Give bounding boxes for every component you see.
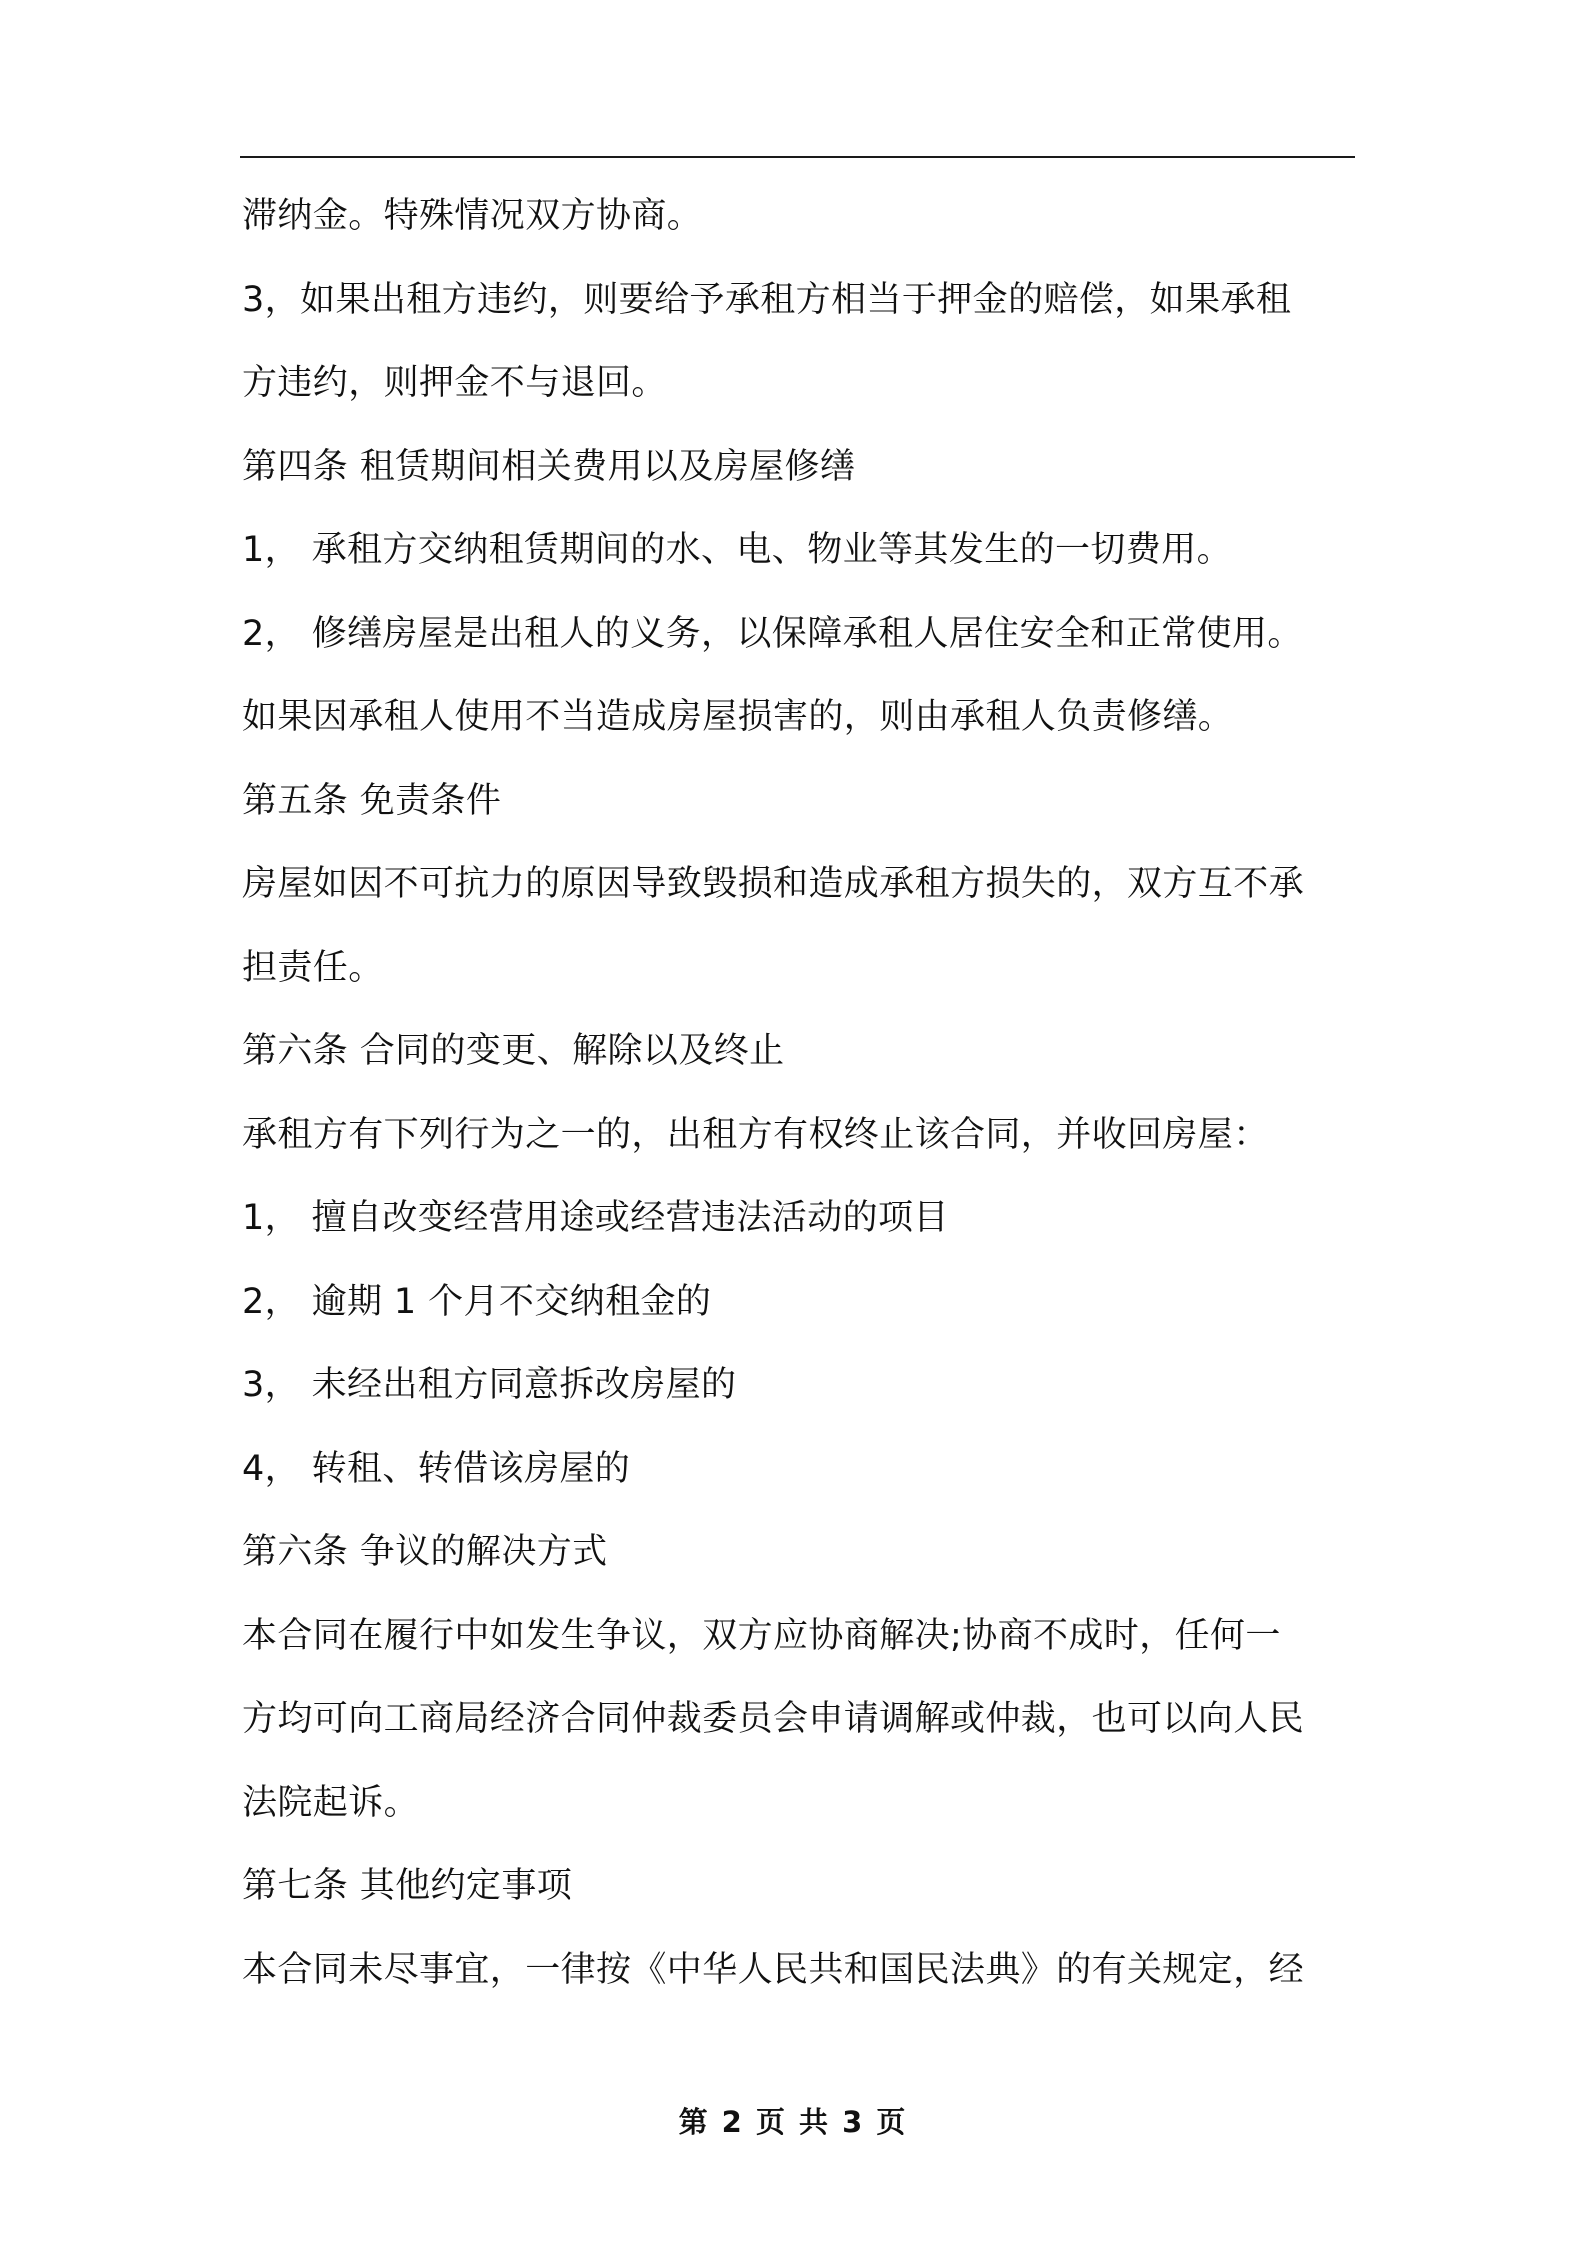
text-line: 担责任。 — [242, 947, 384, 988]
text-line: 法院起诉。 — [242, 1782, 420, 1823]
list-item: 3， 未经出租方同意拆改房屋的 — [242, 1365, 737, 1405]
section-heading: 第五条 免责条件 — [242, 780, 502, 821]
page-number-footer: 第 2 页 共 3 页 — [678, 2105, 908, 2139]
text-line: 房屋如因不可抗力的原因导致毁损和造成承租方损失的，双方互不承 — [242, 864, 1305, 904]
section-heading: 第七条 其他约定事项 — [242, 1866, 573, 1906]
text-line: 方均可向工商局经济合同仲裁委员会申请调解或仲裁，也可以向人民 — [242, 1699, 1305, 1739]
list-item: 1， 承租方交纳租赁期间的水、电、物业等其发生的一切费用。 — [242, 530, 1232, 570]
text-line: 本合同在履行中如发生争议，双方应协商解决;协商不成时，任何一 — [242, 1615, 1281, 1656]
text-line: 滞纳金。特殊情况双方协商。 — [242, 196, 703, 236]
text-line: 如果因承租人使用不当造成房屋损害的，则由承租人负责修缮。 — [242, 697, 1234, 737]
section-heading: 第六条 合同的变更、解除以及终止 — [242, 1031, 785, 1071]
list-item: 4， 转租、转借该房屋的 — [242, 1448, 631, 1489]
list-item: 2， 修缮房屋是出租人的义务，以保障承租人居住安全和正常使用。 — [242, 613, 1303, 654]
document-body — [242, 195, 1357, 2032]
header-rule — [240, 156, 1355, 158]
text-line: 承租方有下列行为之一的，出租方有权终止该合同，并收回房屋： — [242, 1114, 1269, 1155]
section-heading: 第六条 争议的解决方式 — [242, 1532, 608, 1572]
text-line: 方违约，则押金不与退回。 — [242, 363, 667, 403]
list-item: 1， 擅自改变经营用途或经营违法活动的项目 — [242, 1198, 949, 1238]
text-line: 本合同未尽事宜，一律按《中华人民共和国民法典》的有关规定，经 — [242, 1949, 1305, 1990]
list-item: 2， 逾期 1 个月不交纳租金的 — [242, 1281, 712, 1322]
text-line: 3，如果出租方违约，则要给予承租方相当于押金的赔偿，如果承租 — [242, 279, 1292, 320]
section-heading: 第四条 租赁期间相关费用以及房屋修缮 — [242, 446, 856, 487]
